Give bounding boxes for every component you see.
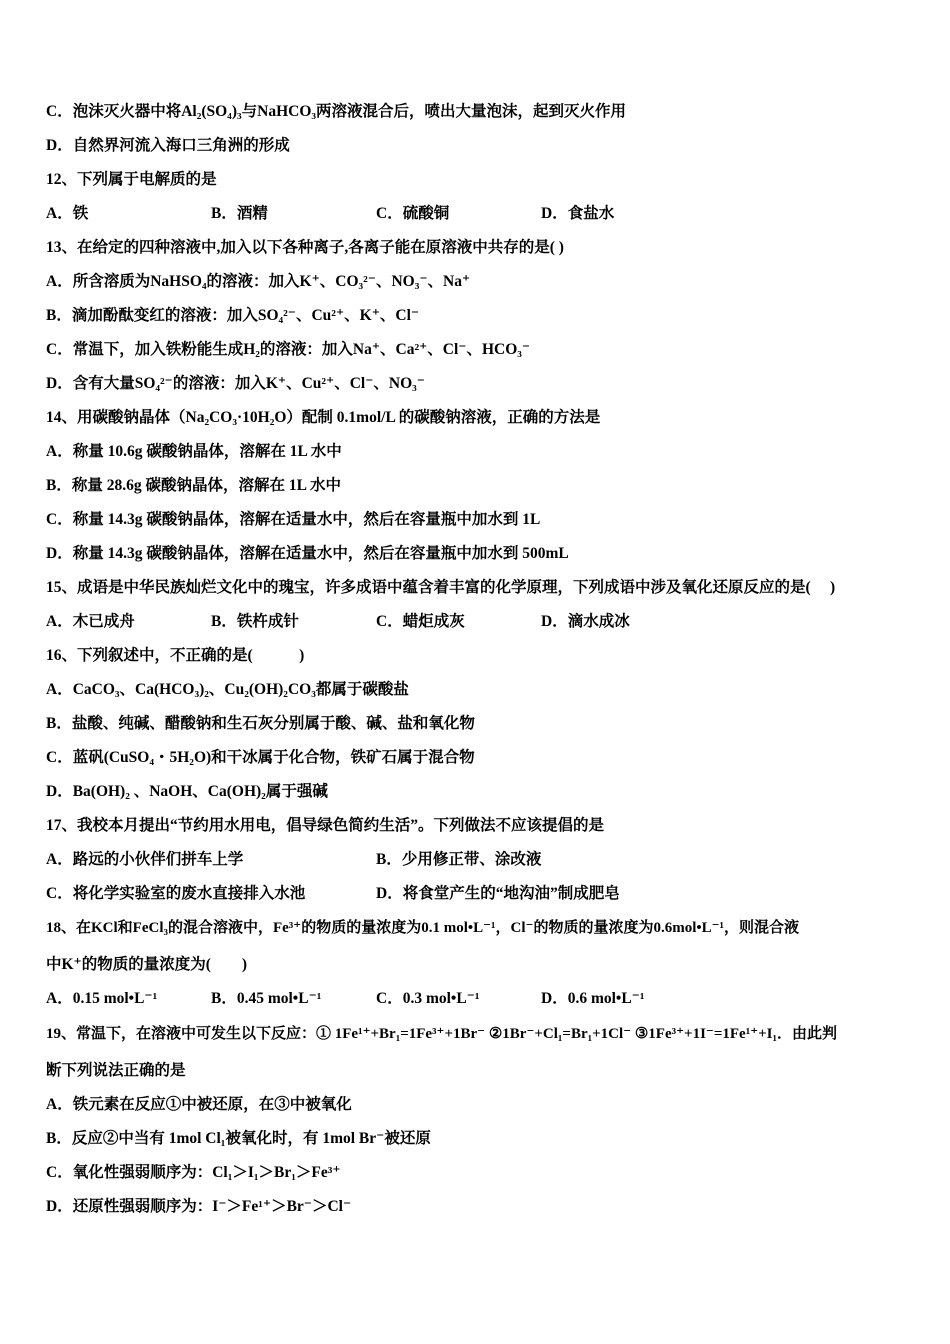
q17-stem: 17、我校本月提出“节约用水用电，倡导绿色简约生活”。下列做法不应该提倡的是	[46, 817, 605, 834]
q14-option-b: B．称量 28.6g 碳酸钠晶体，溶解在 1L 水中	[46, 477, 341, 494]
q17-options-row1	[46, 850, 706, 870]
q18-option-d: D．0.6 mol•L⁻¹	[541, 990, 645, 1007]
q12-option-b: B．酒精	[211, 205, 268, 222]
q19-option-d: D．还原性强弱顺序为：I⁻＞Fe¹⁺＞Br⁻＞Cl⁻	[46, 1198, 352, 1215]
q16-option-c: C．蓝矾(CuSO₄・5H₂O)和干冰属于化合物，铁矿石属于混合物	[46, 749, 475, 766]
q15-option-b: B．铁杵成针	[211, 613, 299, 630]
q16-option-a: A．CaCO₃、Ca(HCO₃)₂、Cu₂(OH)₂CO₃都属于碳酸盐	[46, 681, 409, 698]
q11-option-c: C．泡沫灭火器中将Al₂(SO₄)₃与NaHCO₃两溶液混合后，喷出大量泡沫，起到灭火作用	[46, 103, 627, 120]
q12-option-c: C．硫酸铜	[376, 205, 450, 222]
q17-option-b: B．少用修正带、涂改液	[376, 851, 542, 868]
q17-option-a: A．路远的小伙伴们拼车上学	[46, 851, 244, 868]
q13-option-d: D．含有大量SO₄²⁻的溶液：加入K⁺、Cu²⁺、Cl⁻、NO₃⁻	[46, 375, 425, 392]
q16-stem: 16、下列叙述中，不正确的是( )	[46, 647, 305, 664]
q15-option-d: D．滴水成冰	[541, 613, 630, 630]
q13-option-a: A．所含溶质为NaHSO₄的溶液：加入K⁺、CO₃²⁻、NO₃⁻、Na⁺	[46, 273, 471, 290]
q16-option-d: D．Ba(OH)₂ 、NaOH、Ca(OH)₂属于强碱	[46, 783, 328, 800]
q15-stem: 15、成语是中华民族灿烂文化中的瑰宝，许多成语中蕴含着丰富的化学原理，下列成语中涉及氧化还原反应的是( )	[46, 579, 836, 596]
q13-option-b: B．滴加酚酞变红的溶液：加入SO₄²⁻、Cu²⁺、K⁺、Cl⁻	[46, 307, 420, 324]
q12-option-a: A．铁	[46, 205, 89, 222]
q19-option-b: B．反应②中当有 1mol Cl₁被氧化时，有 1mol Br⁻被还原	[46, 1130, 431, 1147]
q11-option-d: D．自然界河流入海口三角洲的形成	[46, 137, 290, 154]
q15-options	[46, 612, 706, 632]
q15-option-a: A．木已成舟	[46, 613, 135, 630]
q12-option-d: D．食盐水	[541, 205, 615, 222]
q18-option-a: A．0.15 mol•L⁻¹	[46, 990, 158, 1007]
q19-option-c: C．氧化性强弱顺序为：Cl₁＞I₁＞Br₁＞Fe³⁺	[46, 1164, 341, 1181]
q18-stem-line2: 中K⁺的物质的量浓度为( )	[46, 956, 248, 973]
q18-stem-line1: 18、在KCl和FeCl₃的混合溶液中，Fe³⁺的物质的量浓度为0.1 mol•L⁻¹，Cl⁻的物质的量浓度为0.6mol•L⁻¹，则混合液	[46, 920, 800, 936]
q12-stem: 12、下列属于电解质的是	[46, 171, 217, 188]
q16-option-b: B．盐酸、纯碱、醋酸钠和生石灰分别属于酸、碱、盐和氧化物	[46, 715, 475, 732]
q19-option-a: A．铁元素在反应①中被还原，在③中被氧化	[46, 1096, 352, 1113]
q18-option-b: B．0.45 mol•L⁻¹	[211, 990, 322, 1007]
q13-stem: 13、在给定的四种溶液中,加入以下各种离子,各离子能在原溶液中共存的是( )	[46, 239, 564, 256]
q14-option-c: C．称量 14.3g 碳酸钠晶体，溶解在适量水中，然后在容量瓶中加水到 1L	[46, 511, 541, 528]
q13-option-c: C．常温下，加入铁粉能生成H₂的溶液：加入Na⁺、Ca²⁺、Cl⁻、HCO₃⁻	[46, 341, 531, 358]
q17-option-d: D．将食堂产生的“地沟油”制成肥皂	[376, 885, 620, 902]
q14-stem: 14、用碳酸钠晶体（Na₂CO₃·10H₂O）配制 0.1mol/L 的碳酸钠溶液，正确的方法是	[46, 409, 601, 426]
q19-stem-line2: 断下列说法正确的是	[46, 1062, 186, 1079]
q18-options	[46, 989, 706, 1009]
q14-option-d: D．称量 14.3g 碳酸钠晶体，溶解在适量水中，然后在容量瓶中加水到 500mL	[46, 545, 569, 562]
q15-option-c: C．蜡炬成灰	[376, 613, 465, 630]
q17-options-row2	[46, 884, 706, 904]
q17-option-c: C．将化学实验室的废水直接排入水池	[46, 885, 306, 902]
q12-options	[46, 204, 706, 224]
q18-option-c: C．0.3 mol•L⁻¹	[376, 990, 480, 1007]
q19-stem-line1: 19、常温下，在溶液中可发生以下反应：① 1Fe¹⁺+Br₁=1Fe³⁺+1Br⁻ ②1Br⁻+Cl₁=Br₁+1Cl⁻ ③1Fe³⁺+1I⁻=1Fe¹⁺+I₁．由此判	[46, 1026, 837, 1042]
q14-option-a: A．称量 10.6g 碳酸钠晶体，溶解在 1L 水中	[46, 443, 342, 460]
